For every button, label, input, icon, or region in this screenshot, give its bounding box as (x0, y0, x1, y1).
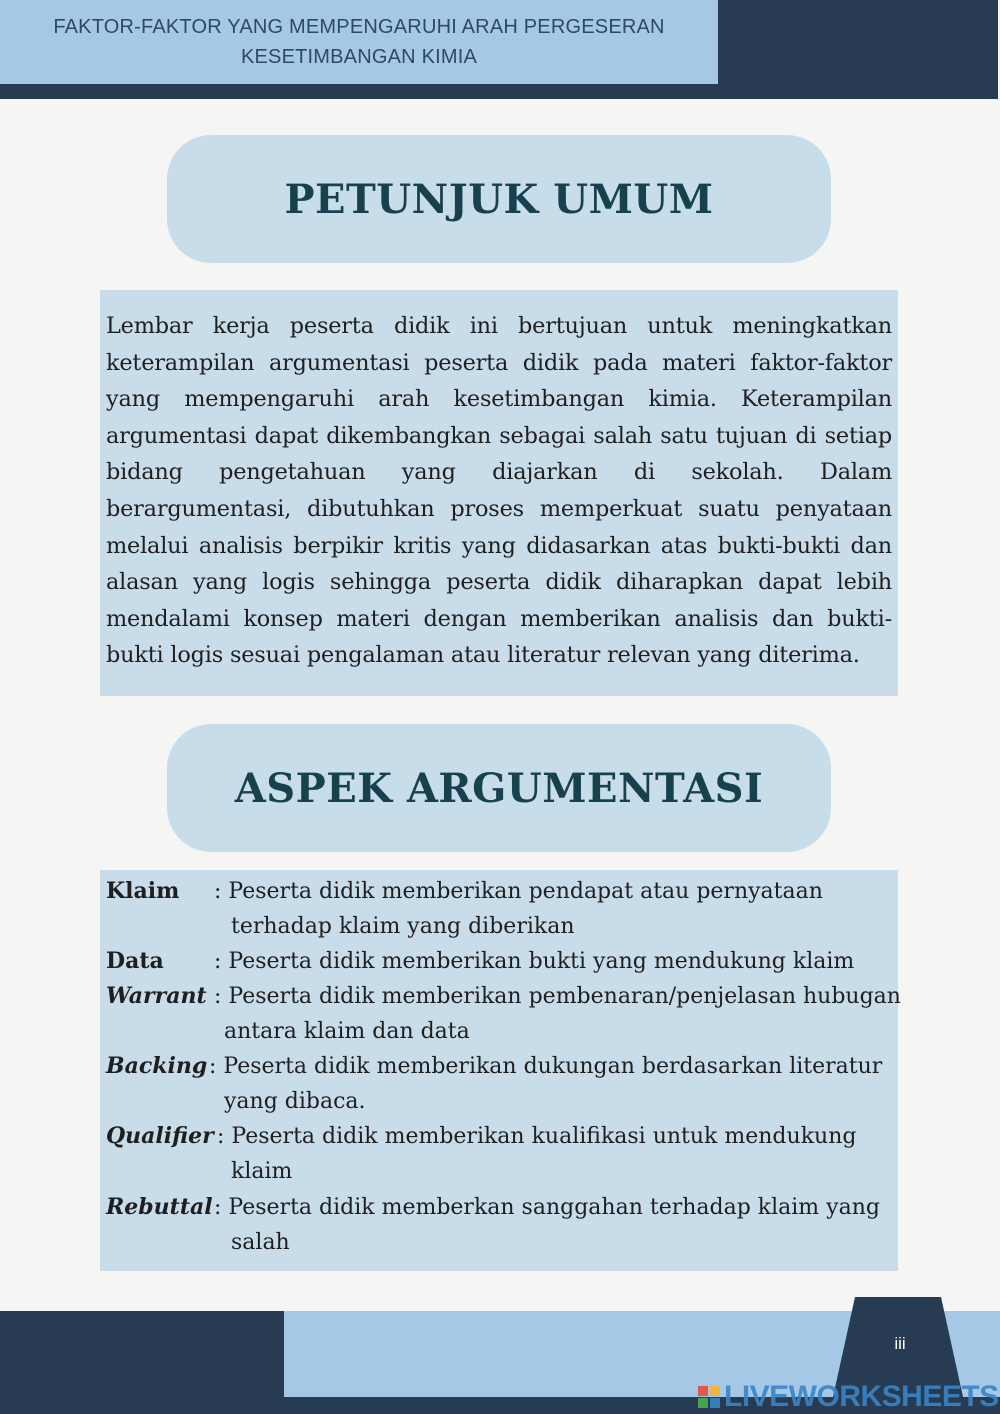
aspect-description: : Peserta didik memberikan pendapat atau pernyataan (214, 879, 823, 904)
aspect-description: : Peserta didik memberikan bukti yang mendukung klaim (214, 949, 855, 974)
header-title-line-1: FAKTOR-FAKTOR YANG MEMPENGARUHI ARAH PERGESERAN (53, 16, 665, 38)
aspect-description-continued: terhadap klaim yang diberikan (231, 914, 575, 939)
aspect-term: Warrant (106, 983, 207, 1009)
aspect-term: Backing (106, 1053, 208, 1079)
section-title-aspek-argumentasi (167, 724, 831, 852)
header-title-line-2: KESETIMBANGAN KIMIA (240, 46, 478, 68)
aspect-description-continued: yang dibaca. (224, 1089, 366, 1114)
intro-paragraph: Lembar kerja peserta didik ini bertujuan untuk meningkatkan keterampilan argumentasi peserta didik pada materi faktor-faktor yang mempengaruhi arah kesetimbangan kimia. Keterampilan argumentasi dapat dikembangkan sebagai salah satu tujuan di setiap bidang pengetahuan yang diajarkan di sekolah. Dalam berargumentasi, dibutuhkan proses memperkuat suatu penyataan melalui analisis berpikir kritis yang didasarkan atas bukti-bukti dan alasan yang logis sehingga peserta didik diharapkan dapat lebih mendalami konsep materi dengan memberikan analisis dan bukti-bukti logis sesuai pengalaman atau literatur relevan yang diterima. (106, 313, 892, 669)
section-title-petunjuk-umum (167, 135, 831, 263)
aspect-description: : Peserta didik memberikan dukungan berdasarkan literatur (209, 1054, 883, 1079)
aspect-term: Data (106, 948, 164, 974)
watermark-text: LIVEWORKSHEETS (724, 1380, 999, 1413)
page-number: iii (894, 1334, 906, 1353)
intro-panel (100, 290, 898, 696)
aspect-description-continued: klaim (231, 1159, 293, 1184)
aspect-description: : Peserta didik memberikan kualifikasi untuk mendukung (217, 1124, 857, 1149)
aspect-panel (100, 870, 901, 1271)
header-title-box (0, 0, 718, 84)
aspect-term: Rebuttal (106, 1194, 213, 1220)
aspect-description-continued: antara klaim dan data (224, 1019, 470, 1044)
section-title-text: ASPEK ARGUMENTASI (234, 764, 764, 812)
aspect-description: : Peserta didik memberkan sanggahan terhadap klaim yang (214, 1195, 880, 1220)
aspect-description-continued: salah (231, 1230, 290, 1255)
aspect-term: Klaim (106, 878, 180, 904)
liveworksheets-watermark (698, 1380, 999, 1414)
aspect-description: : Peserta didik memberikan pembenaran/penjelasan hubugan (214, 984, 901, 1009)
section-title-text: PETUNJUK UMUM (284, 175, 714, 223)
liveworksheets-logo-icon (698, 1386, 720, 1408)
aspect-term: Qualifier (106, 1123, 214, 1149)
